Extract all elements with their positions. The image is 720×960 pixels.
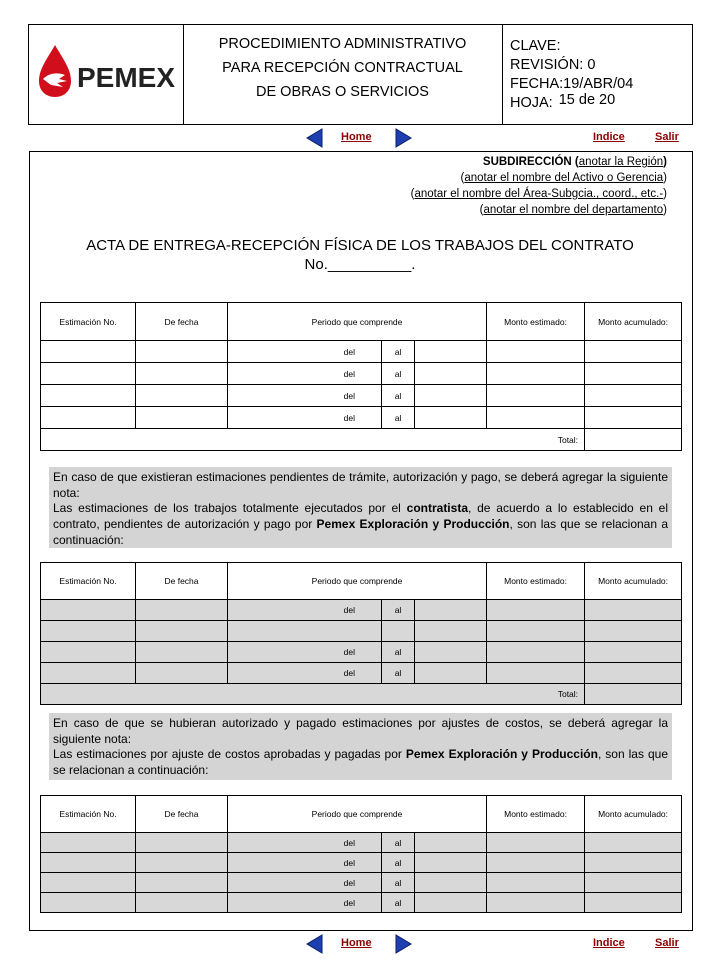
table-row: del al <box>41 893 682 913</box>
header-monto-estimado: Monto estimado: <box>487 796 585 833</box>
hoja-row <box>510 94 692 113</box>
document-title-line: ACTA DE ENTREGA-RECEPCIÓN FÍSICA DE LOS TRABAJOS DEL CONTRATO <box>86 237 634 254</box>
salir-link[interactable]: Salir <box>655 131 679 143</box>
note-pendientes: En caso de que existieran estimaciones pendientes de trámite, autorización y pago, se deberá agregar la siguiente nota: Las estimaciones de los trabajos totalmente ejecutados por el contratista, de acuerdo a lo establecido en el contrato, pendientes de autorización y pago por Pemex Exploración y Producción, son las que se relacionan a continuación: <box>49 467 672 548</box>
estimaciones-table-3 <box>40 795 682 913</box>
indice-link[interactable]: Indice <box>593 937 625 949</box>
table-row: del al <box>41 407 682 429</box>
document-header <box>28 24 693 125</box>
header-estimacion: Estimación No. <box>41 796 136 833</box>
table-row: del al <box>41 600 682 621</box>
table-row: del al <box>41 853 682 873</box>
header-title-line: PROCEDIMIENTO ADMINISTRATIVO <box>218 36 467 52</box>
table-row: del al <box>41 642 682 663</box>
contract-number-line: No.__________. <box>304 256 416 273</box>
area-line: (anotar el nombre del Área-Subgcia., coord., etc.-) <box>410 188 667 200</box>
subdireccion-line: SUBDIRECCIÓN (anotar la Región) <box>482 156 667 168</box>
table-row <box>41 621 682 642</box>
meta-cell <box>504 25 692 124</box>
header-fecha: De fecha <box>136 796 228 833</box>
pemex-logo <box>29 25 183 124</box>
departamento-line: (anotar el nombre del departamento) <box>479 204 667 216</box>
fecha-label: FECHA:19/ABR/04 <box>510 76 634 92</box>
next-arrow-icon[interactable] <box>394 128 412 148</box>
salir-link[interactable]: Salir <box>655 937 679 949</box>
estimaciones-table-1 <box>40 302 682 451</box>
total-row <box>41 684 682 705</box>
table-row: del al <box>41 363 682 385</box>
header-periodo: Periodo que comprende <box>228 303 487 341</box>
header-title-line: PARA RECEPCIÓN CONTRACTUAL <box>222 60 463 76</box>
header-monto-estimado: Monto estimado: <box>487 303 585 341</box>
total-label: Total: <box>41 684 585 705</box>
table-row: del al <box>41 341 682 363</box>
note-ajustes: En caso de que se hubieran autorizado y pagado estimaciones por ajustes de costos, se deberá agregar la siguiente nota: Las estimaciones por ajuste de costos aprobadas y pagadas por Pemex Exploración y Producción, son las que se relacionan a continuación: <box>49 713 672 780</box>
header-title-line: DE OBRAS O SERVICIOS <box>256 84 429 100</box>
eagle-drop-icon <box>39 45 71 97</box>
header-estimacion: Estimación No. <box>41 563 136 600</box>
header-fecha: De fecha <box>136 303 228 341</box>
logo-text: PEMEX <box>77 62 176 93</box>
activo-line: (anotar el nombre del Activo o Gerencia) <box>460 172 667 184</box>
header-periodo: Periodo que comprende <box>228 563 487 600</box>
header-estimacion: Estimación No. <box>41 303 136 341</box>
header-monto-acumulado: Monto acumulado: <box>585 796 682 833</box>
prev-arrow-icon[interactable] <box>306 128 324 148</box>
title-cell <box>183 25 503 124</box>
header-monto-acumulado: Monto acumulado: <box>585 303 682 341</box>
revision-label: REVISIÓN: 0 <box>510 57 596 73</box>
table-row: del al <box>41 385 682 407</box>
logo-cell <box>29 25 184 124</box>
clave-label: CLAVE: <box>510 38 561 54</box>
total-label: Total: <box>41 429 585 451</box>
indice-link[interactable]: Indice <box>593 131 625 143</box>
hoja-value: 15 de 20 <box>558 92 616 108</box>
table-row: del al <box>41 833 682 853</box>
prev-arrow-icon[interactable] <box>306 934 324 954</box>
header-monto-estimado: Monto estimado: <box>487 563 585 600</box>
next-arrow-icon[interactable] <box>394 934 412 954</box>
home-link[interactable]: Home <box>341 937 372 949</box>
estimaciones-table-2 <box>40 562 682 705</box>
header-periodo: Periodo que comprende <box>228 796 487 833</box>
home-link[interactable]: Home <box>341 131 372 143</box>
total-row <box>41 429 682 451</box>
header-fecha: De fecha <box>136 563 228 600</box>
document-title <box>40 236 680 274</box>
table-row: del al <box>41 663 682 684</box>
hoja-label: HOJA: <box>510 95 553 111</box>
header-monto-acumulado: Monto acumulado: <box>585 563 682 600</box>
table-row: del al <box>41 873 682 893</box>
